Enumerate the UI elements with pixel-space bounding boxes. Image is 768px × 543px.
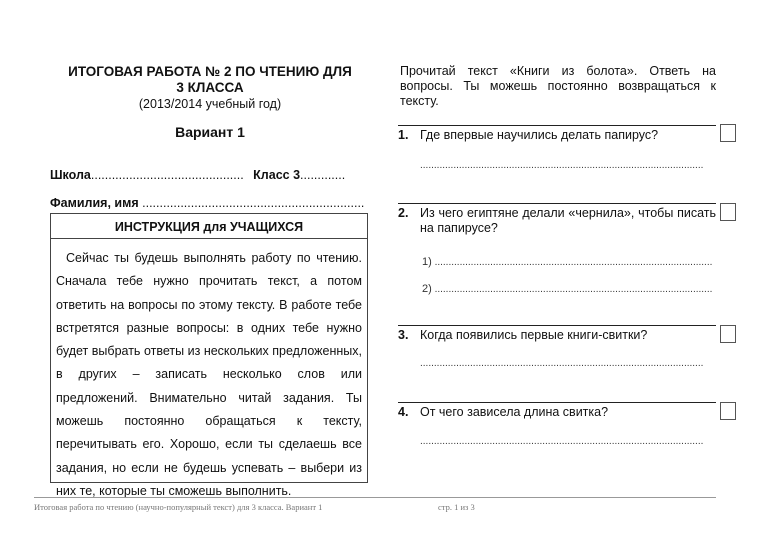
footer-page-number: стр. 1 из 3 xyxy=(438,502,475,512)
question-2-answer-2[interactable] xyxy=(422,283,716,295)
question-3-answer-line[interactable]: ...................................................................................................... xyxy=(420,358,704,369)
school-label: Школа xyxy=(50,168,91,182)
question-3-score-box[interactable] xyxy=(720,325,736,343)
question-2-text: Из чего египтяне делали «чернила», чтобы писать на папирусе? xyxy=(420,206,716,235)
name-dots: ................................................................ xyxy=(138,196,365,210)
name-field xyxy=(50,196,364,210)
question-3 xyxy=(398,328,716,343)
question-4-rule xyxy=(398,402,716,403)
school-year: (2013/2014 учебный год) xyxy=(138,97,282,111)
school-dots: ............................................ xyxy=(90,168,244,182)
question-4-number: 4. xyxy=(398,405,409,419)
answer-1-dots: .................................................................................................... xyxy=(434,257,713,268)
variant-label: Вариант 1 xyxy=(175,124,245,140)
question-3-number: 3. xyxy=(398,328,409,342)
footer-divider xyxy=(34,497,716,498)
title-line-2: 3 КЛАССА xyxy=(176,80,244,95)
instructions-divider xyxy=(51,238,367,239)
class-dots: ............. xyxy=(300,168,346,182)
question-4-score-box[interactable] xyxy=(720,402,736,420)
question-1 xyxy=(398,128,716,143)
answer-2-label: 2) xyxy=(422,283,432,295)
reading-intro: Прочитай текст «Книги из болота». Ответь на вопросы. Ты можешь постоянно возвращаться к тексту. xyxy=(400,64,716,108)
question-2-rule xyxy=(398,203,716,204)
class-label: Класс 3 xyxy=(253,168,301,182)
question-1-score-box[interactable] xyxy=(720,124,736,142)
name-label: Фамилия, имя xyxy=(50,196,139,210)
question-1-text: Где впервые научились делать папирус? xyxy=(420,128,659,142)
instructions-title: ИНСТРУКЦИЯ для УЧАЩИХСЯ xyxy=(114,220,304,234)
instructions-box xyxy=(50,213,368,498)
question-3-rule xyxy=(398,325,716,326)
instructions-text: Сейчас ты будешь выполнять работу по чтению. Сначала тебе нужно прочитать текст, а потом ответить на вопросы по этому тексту. В работе тебе встретятся разные вопросы: в одних тебе нужно будет выбрать ответы из нескольких предложенных, в других – записать несколько слов или предложений. Внимательно читай задания. Ты можешь постоянно обращаться к тексту, перечитывать его. Хорошо, если ты сделаешь все задания, но если не будешь успевать – выбери из них те, которые ты сможешь выполнить. xyxy=(56,251,362,498)
question-2-answer-1[interactable] xyxy=(422,256,716,268)
question-4-answer-line[interactable]: ...................................................................................................... xyxy=(420,436,704,447)
question-4 xyxy=(398,405,716,420)
footer-document-info: Итоговая работа по чтению (научно-популярный текст) для 3 класса. Вариант 1 xyxy=(34,502,323,512)
question-2 xyxy=(398,206,716,236)
question-2-number: 2. xyxy=(398,206,409,220)
question-3-text: Когда появились первые книги-свитки? xyxy=(420,328,648,342)
question-1-number: 1. xyxy=(398,128,409,142)
document-title xyxy=(40,64,380,96)
question-4-text: От чего зависела длина свитка? xyxy=(420,405,609,419)
question-2-score-box[interactable] xyxy=(720,203,736,221)
answer-1-label: 1) xyxy=(422,256,432,268)
school-field xyxy=(50,168,345,182)
question-1-answer-line[interactable]: ...................................................................................................... xyxy=(420,160,704,171)
title-line-1: ИТОГОВАЯ РАБОТА № 2 ПО ЧТЕНИЮ ДЛЯ xyxy=(68,64,352,79)
question-1-rule xyxy=(398,125,716,126)
answer-2-dots: .................................................................................................... xyxy=(434,284,713,295)
